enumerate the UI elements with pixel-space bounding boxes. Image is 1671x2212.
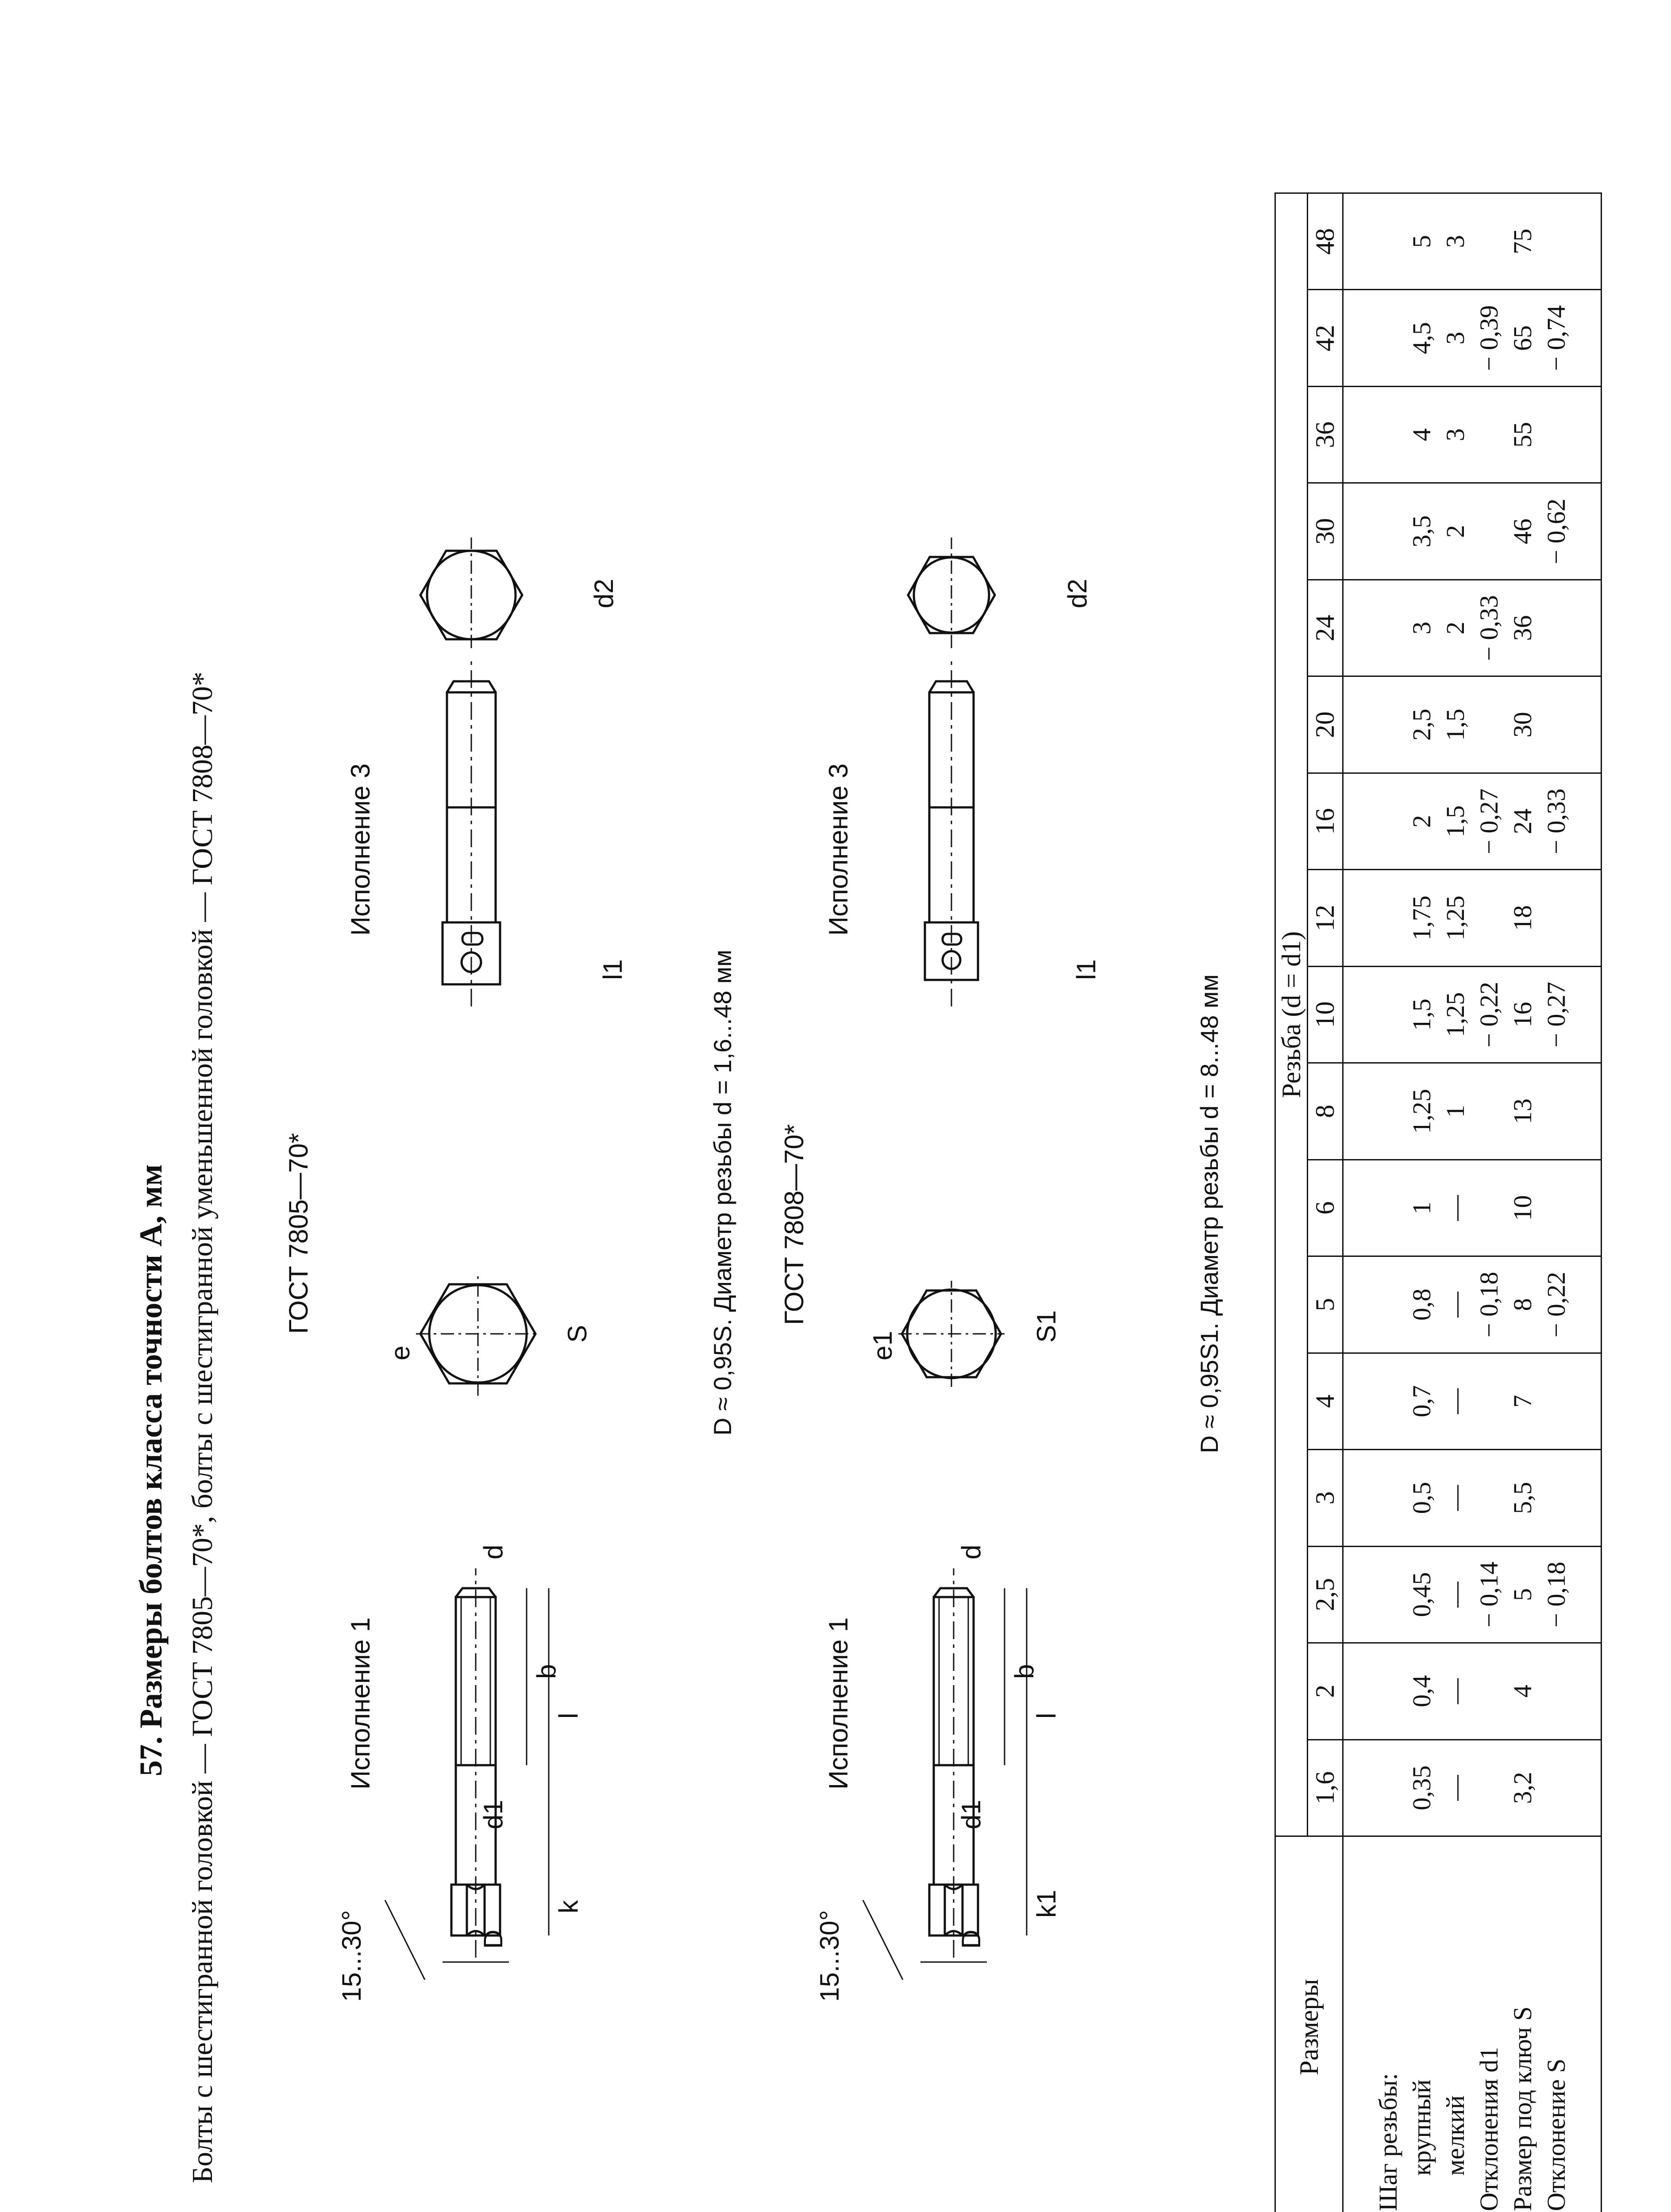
table-cell-dev-d1 [1472,194,1506,289]
table-cell-spacer [1371,387,1405,482]
table-cell-coarse: 0,7 [1407,1385,1436,1417]
table-col-header-d: 36 [1308,386,1343,483]
table-cell-fine: — [1440,1678,1470,1704]
table-cell-spacer [1371,1257,1405,1352]
table-cell-coarse: 0,45 [1407,1572,1436,1617]
table-cell-spacer [1371,1354,1405,1449]
section1-dim-d2: d2 [589,579,619,608]
section1-standard: ГОСТ 7805—70* [284,1133,313,1334]
section1-angle: 15...30° [337,1910,366,2002]
table-row-labels [1343,1836,1602,2212]
table-cell-s: 13 [1508,1098,1537,1124]
table-cell-coarse: 1 [1407,1201,1436,1214]
table-cell-fine: — [1440,1485,1470,1511]
table-cell-dev-d1 [1472,1740,1506,1836]
table-cell-s: 18 [1508,905,1537,931]
table-col-values [1343,1643,1602,1740]
table-col-values [1343,1450,1602,1546]
section2-dim-d: d [956,1544,986,1559]
table-cell-dev-s: − 0,33 [1541,788,1571,854]
table-col-values [1343,1063,1602,1160]
table-cell-fine: 3 [1440,331,1470,345]
table-cell-spacer [1371,580,1405,676]
table-cell-dev-s [1540,194,1573,289]
table-cell-s: 3,2 [1508,1772,1537,1804]
table-data-row [1343,193,1602,2212]
table-col-header-d: 20 [1308,676,1343,773]
table-title: 57. Размеры болтов класса точности А, мм [133,1164,169,1776]
table-cell-dev-s [1540,1354,1573,1449]
table-cell-dev-s [1540,870,1573,965]
table-cell-fine: 1 [1440,1105,1470,1118]
section1-dim-l: l [554,1713,583,1719]
table-cell-dev-d1: − 0,27 [1474,788,1503,854]
section2-dim-d1: d1 [956,1800,986,1829]
section2-dim-b: b [1009,1664,1039,1679]
table-cell-spacer [1371,870,1405,965]
table-cell-coarse: 5 [1407,235,1436,248]
table-cell-dev-d1 [1472,1644,1506,1739]
table-cell-s: 46 [1508,518,1537,545]
section1-bolt-variant3-view [398,524,584,1011]
table-cell-dev-s [1540,1160,1573,1256]
table-cell-dev-d1 [1472,1450,1506,1545]
table-cell-spacer [1371,484,1405,579]
table-group-header: Резьба (d = d1) [1275,193,1308,1836]
table-cell-coarse: 0,4 [1407,1675,1436,1708]
table-cell-dev-s: − 0,62 [1541,498,1571,565]
table-cell-fine: 1,5 [1440,708,1470,741]
section1-dim-D: D [478,1929,508,1949]
table-cell-s: 75 [1508,228,1537,254]
table-cell-dev-d1 [1472,870,1506,965]
table-cell-spacer [1371,291,1405,386]
section1-dim-b: b [531,1664,561,1679]
table-cell-dev-s [1540,387,1573,482]
section1-bolt-side-view [363,1431,593,2006]
table-cell-s: 10 [1508,1195,1537,1221]
table-col-values [1343,1740,1602,1836]
table-cell-fine: 2 [1440,525,1470,538]
table-col-header-d: 10 [1308,966,1343,1063]
table-cell-dev-d1 [1472,387,1506,482]
row-label-dev-d1: Отклонения d1 [1474,2047,1503,2211]
table-header-row-1 [1275,193,1308,2212]
table-cell-spacer [1371,1064,1405,1159]
table-cell-dev-s [1540,1740,1573,1836]
section2-dim-l: l [1032,1713,1061,1719]
table-cell-fine: — [1440,1582,1470,1608]
table-col-header-d: 1,6 [1308,1740,1343,1836]
table-corner-header: Размеры [1275,1836,1343,2212]
table-cell-spacer [1371,774,1405,869]
row-label-wrench-size: Размер под ключ S [1508,2006,1537,2211]
section2-bolt-variant3-view [881,524,1058,1011]
table-cell-fine: 1,5 [1440,805,1470,837]
table-cell-coarse: 3 [1407,622,1436,635]
row-label-thread-pitch: Шаг резьбы: [1373,2073,1402,2211]
table-col-header-d: 6 [1308,1160,1343,1256]
section2-dim-S1: S1 [1032,1310,1061,1343]
table-cell-s: 16 [1508,1002,1537,1028]
table-cell-fine: 3 [1440,235,1470,248]
table-cell-dev-d1 [1472,677,1506,772]
table-col-header-d: 42 [1308,290,1343,386]
table-cell-coarse: 1,5 [1407,998,1436,1031]
table-cell-s: 7 [1508,1394,1537,1408]
table-cell-s: 55 [1508,422,1537,448]
table-col-values [1343,870,1602,966]
table-cell-dev-d1: − 0,33 [1474,595,1503,661]
table-col-header-d: 24 [1308,580,1343,676]
table-col-values [1343,1160,1602,1256]
table-subtitle: Болты с шестигранной головкой — ГОСТ 7805—70*, болты с шестигранной уменьшенной головкой — ГОСТ 7808—70* [186,672,219,2183]
table-col-values [1343,580,1602,676]
table-cell-fine: — [1440,1195,1470,1221]
section1-dim-e: e [385,1345,415,1360]
table-cell-spacer [1371,1644,1405,1739]
row-label-dev-s: Отклонение S [1541,2058,1571,2211]
table-cell-dev-s: − 0,18 [1541,1561,1571,1628]
table-cell-s: 65 [1508,325,1537,351]
table-cell-coarse: 0,35 [1407,1765,1436,1811]
table-cell-fine: 1,25 [1440,992,1470,1037]
table-cell-dev-s [1540,1644,1573,1739]
table-col-values [1343,1256,1602,1353]
table-cell-spacer [1371,194,1405,289]
table-cell-coarse: 0,8 [1407,1288,1436,1321]
table-cell-s: 8 [1508,1298,1537,1311]
table-col-header-d: 5 [1308,1256,1343,1353]
table-cell-spacer [1371,1740,1405,1836]
table-cell-spacer [1371,967,1405,1062]
table-cell-dev-d1 [1472,1160,1506,1256]
table-cell-dev-d1: − 0,39 [1474,305,1503,371]
section1-hex-end-view [412,1267,544,1400]
section1-dim-l1: l1 [598,959,628,980]
table-cell-coarse: 3,5 [1407,515,1436,548]
table-cell-spacer [1371,677,1405,772]
table-cell-s: 36 [1508,615,1537,641]
section2-note: D ≈ 0,95S1. Диаметр резьбы d = 8...48 мм [1195,974,1223,1453]
section2-bolt-side-view [841,1431,1071,2006]
section1-dim-d: d [478,1544,508,1559]
table-cell-coarse: 4,5 [1407,322,1436,354]
table-cell-coarse: 2,5 [1407,708,1436,741]
table-col-values [1343,1546,1602,1643]
table-cell-dev-d1: − 0,14 [1474,1561,1503,1628]
row-label-fine: мелкий [1440,2095,1470,2176]
section2-dim-D: D [956,1929,986,1949]
table-cell-coarse: 0,5 [1407,1482,1436,1514]
table-cell-fine: — [1440,1291,1470,1317]
table-cell-coarse: 2 [1407,815,1436,828]
row-label-coarse: крупный [1407,2079,1436,2176]
section2-variant3-label: Исполнение 3 [824,763,853,936]
table-col-header-d: 8 [1308,1063,1343,1160]
table-cell-fine: 1,25 [1440,895,1470,941]
table-col-header-d: 12 [1308,870,1343,966]
table-cell-fine: 3 [1440,428,1470,442]
table-cell-s: 30 [1508,712,1537,738]
section1-note: D ≈ 0,95S. Диаметр резьбы d = 1,6...48 мм [708,949,736,1436]
table-col-values [1343,1353,1602,1449]
table-cell-s: 5,5 [1508,1482,1537,1514]
table-cell-coarse: 1,75 [1407,895,1436,941]
section1-variant3-label: Исполнение 3 [346,763,375,936]
section2-dim-k1: k1 [1032,1889,1061,1918]
section1-dim-S: S [562,1325,592,1343]
table-col-header-d: 3 [1308,1450,1343,1546]
dimensions-table [1274,192,1602,2212]
section2-dim-e1: e1 [868,1331,897,1360]
table-cell-coarse: 4 [1407,428,1436,442]
table-cell-spacer [1371,1160,1405,1256]
table-cell-fine: — [1440,1388,1470,1414]
table-col-values [1343,193,1602,290]
table-cell-spacer [1371,1547,1405,1642]
section2-hex-end-view [894,1276,1009,1391]
section2-dim-d2: d2 [1063,579,1092,608]
table-cell-dev-s: − 0,74 [1541,305,1571,371]
section1-variant1-label: Исполнение 1 [346,1617,375,1790]
table-col-values [1343,966,1602,1063]
table-cell-dev-s: − 0,22 [1541,1271,1571,1338]
table-col-header-d: 2 [1308,1643,1343,1740]
table-col-values [1343,676,1602,773]
table-cell-fine: — [1440,1775,1470,1801]
section2-angle: 15...30° [815,1910,844,2002]
table-cell-spacer [1371,1450,1405,1545]
table-cell-dev-s: − 0,27 [1541,982,1571,1048]
section1-dim-k: k [554,1900,583,1913]
table-col-header-d: 4 [1308,1353,1343,1449]
table-col-values [1343,773,1602,869]
section2-dim-l1: l1 [1071,959,1101,980]
table-cell-dev-s [1540,1064,1573,1159]
table-col-header-d: 48 [1308,193,1343,290]
table-cell-s: 4 [1508,1685,1537,1698]
table-cell-dev-d1 [1472,484,1506,579]
table-cell-s: 5 [1508,1588,1537,1601]
table-cell-dev-s [1540,677,1573,772]
table-col-header-d: 30 [1308,483,1343,580]
table-cell-s: 24 [1508,808,1537,834]
table-cell-dev-s [1540,580,1573,676]
table-col-header-d: 16 [1308,773,1343,869]
table-cell-fine: 2 [1440,622,1470,635]
table-cell-dev-d1: − 0,22 [1474,982,1503,1048]
section1-dim-d1: d1 [478,1800,508,1829]
table-cell-dev-d1: − 0,18 [1474,1271,1503,1338]
table-col-values [1343,483,1602,580]
table-cell-dev-s [1540,1450,1573,1545]
section2-variant1-label: Исполнение 1 [824,1617,853,1790]
table-col-header-d: 2,5 [1308,1546,1343,1643]
table-col-values [1343,290,1602,386]
table-cell-dev-d1 [1472,1064,1506,1159]
table-cell-dev-d1 [1472,1354,1506,1449]
table-col-values [1343,386,1602,483]
table-cell-coarse: 1,25 [1407,1089,1436,1134]
section2-standard: ГОСТ 7808—70* [779,1124,809,1325]
